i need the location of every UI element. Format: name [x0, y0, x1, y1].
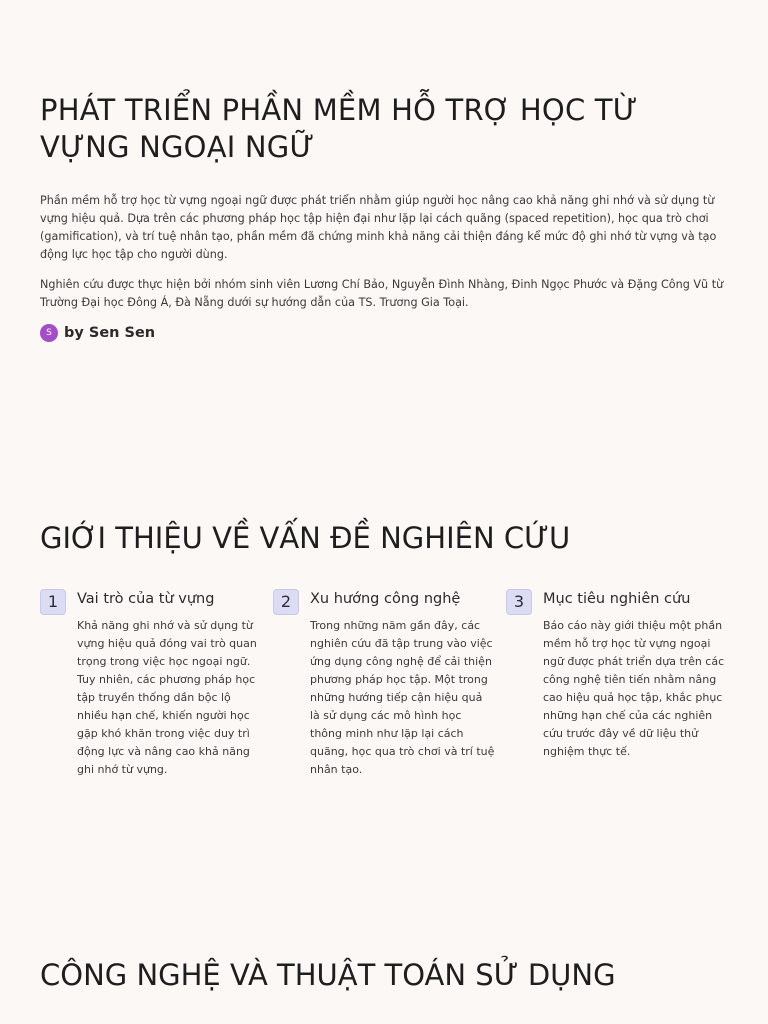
card-title: Vai trò của từ vựng	[77, 591, 215, 607]
card-body	[543, 589, 728, 779]
card-text: Khả năng ghi nhớ và sử dụng từ vựng hiệu quả đóng vai trò quan trọng trong việc học ngoại ngữ. Tuy nhiên, các phương pháp học tập truyền thống dần bộc lộ nhiều hạn chế, khiến người học gặp khó khăn trong việc duy trì động lực và nâng cao khả năng ghi nhớ từ vựng.	[77, 619, 257, 776]
intro-card	[40, 589, 273, 779]
card-text: Báo cáo này giới thiệu một phần mềm hỗ trợ học từ vựng ngoại ngữ được phát triển dựa trên các công nghệ tiên tiến nhằm nâng cao hiệu quả học tập, khắc phục những hạn chế của các nghiên cứu trước đây về dữ liệu thử nghiệm thực tế.	[543, 619, 725, 758]
card-text: Trong những năm gần đây, các nghiên cứu đã tập trung vào việc ứng dụng công nghệ để cải thiện phương pháp học tập. Một trong những hướng tiếp cận hiệu quả là sử dụng các mô hình học thông minh như lặp lại cách quãng, học qua trò chơi và trí tuệ nhân tạo.	[310, 619, 495, 776]
card-number-badge: 3	[506, 589, 532, 615]
card-title: Xu hướng công nghệ	[310, 591, 461, 607]
card-body	[310, 589, 495, 779]
avatar: S	[40, 324, 58, 342]
author-line	[40, 324, 730, 342]
hero-credit: Nghiên cứu được thực hiện bởi nhóm sinh viên Lương Chí Bảo, Nguyễn Đình Nhàng, Đinh Ngọc Phước và Đặng Công Vũ từ Trường Đại học Đông Á, Đà Nẵng dưới sự hướng dẫn của TS. Trương Gia Toại.	[40, 278, 724, 309]
card-number-badge: 1	[40, 589, 66, 615]
card-number-badge: 2	[273, 589, 299, 615]
intro-card	[273, 589, 506, 779]
intro-section-title: GIỚI THIỆU VỀ VẤN ĐỀ NGHIÊN CỨU	[40, 521, 571, 555]
card-body	[77, 589, 262, 779]
hero-section	[40, 92, 730, 342]
intro-cards	[40, 589, 740, 779]
intro-card	[506, 589, 739, 779]
author-name: by Sen Sen	[64, 325, 156, 341]
card-title: Mục tiêu nghiên cứu	[543, 591, 691, 607]
tech-section-title: CÔNG NGHỆ VÀ THUẬT TOÁN SỬ DỤNG	[40, 958, 616, 992]
page-title: PHÁT TRIỂN PHẦN MỀM HỖ TRỢ HỌC TỪ VỰNG NGOẠI NGỮ	[40, 93, 638, 164]
hero-description: Phần mềm hỗ trợ học từ vựng ngoại ngữ được phát triển nhằm giúp người học nâng cao khả năng ghi nhớ và sử dụng từ vựng hiệu quả. Dựa trên các phương pháp học tập hiện đại như lặp lại cách quãng (spaced repetition), học qua trò chơi (gamification), và trí tuệ nhân tạo, phần mềm đã chứng minh khả năng cải thiện đáng kể mức độ ghi nhớ từ vựng và tạo động lực học tập cho người dùng.	[40, 194, 717, 261]
